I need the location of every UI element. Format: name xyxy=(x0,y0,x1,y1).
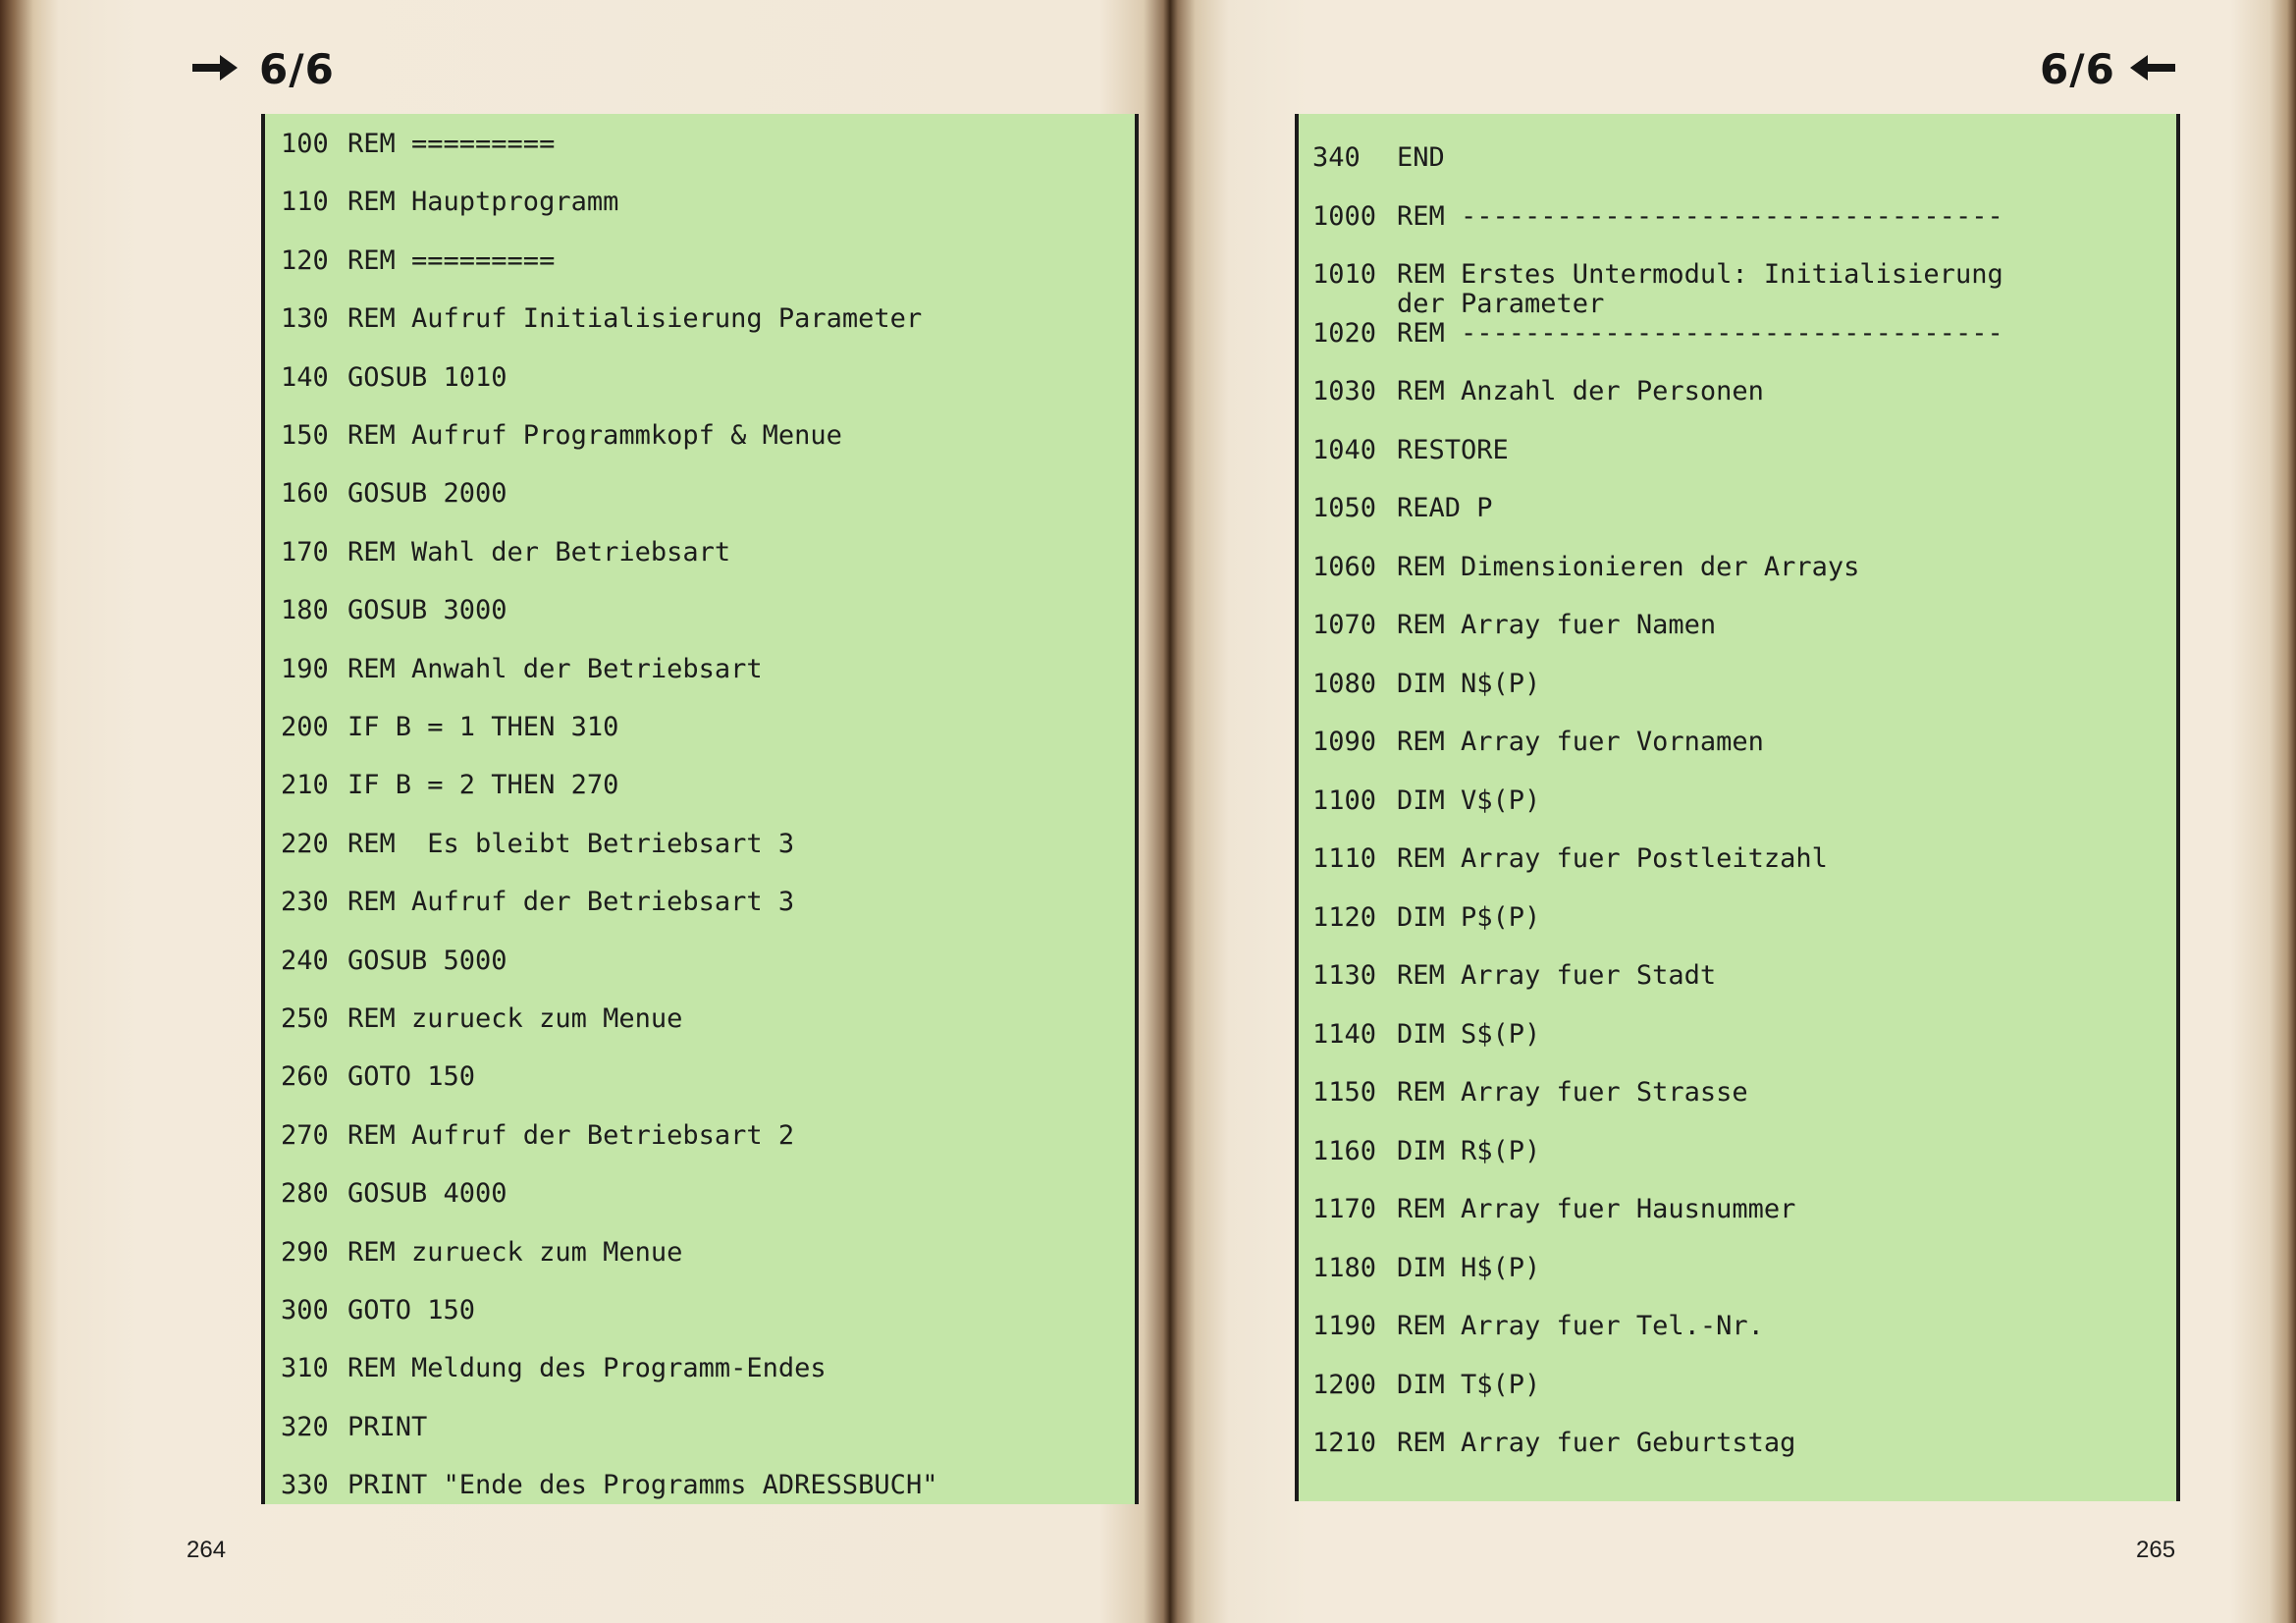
line-number: 230 xyxy=(281,887,329,918)
section-marker: 6/6 xyxy=(259,45,335,93)
line-number: 1030 xyxy=(1312,376,1377,406)
line-number: 290 xyxy=(281,1236,329,1268)
line-number: 1020 xyxy=(1312,317,1377,349)
line-number: 1140 xyxy=(1312,1018,1377,1050)
line-number: 330 xyxy=(281,1470,329,1501)
line-number: 250 xyxy=(281,1003,329,1034)
line-number: 110 xyxy=(281,187,329,218)
section-marker: 6/6 xyxy=(2040,45,2115,93)
line-number: 260 xyxy=(281,1061,329,1093)
line-number: 1210 xyxy=(1312,1428,1377,1458)
line-code: GOSUB 4000 xyxy=(347,1178,507,1210)
line-code: DIM N$(P) xyxy=(1397,668,1541,699)
line-code: REM Array fuer Hausnummer xyxy=(1397,1194,1796,1224)
line-number: 220 xyxy=(281,828,329,859)
line-number: 210 xyxy=(281,770,329,801)
page-number: 265 xyxy=(2136,1537,2176,1563)
line-number: 270 xyxy=(281,1119,329,1151)
line-number: 310 xyxy=(281,1353,329,1384)
line-code: REM Array fuer Tel.-Nr. xyxy=(1397,1311,1764,1341)
line-number: 190 xyxy=(281,653,329,684)
line-code: GOSUB 2000 xyxy=(347,478,507,510)
line-code: REM Aufruf Initialisierung Parameter xyxy=(347,303,923,335)
line-code: END xyxy=(1397,142,1445,173)
line-number: 1100 xyxy=(1312,784,1377,816)
line-number: 1170 xyxy=(1312,1194,1377,1224)
line-number: 280 xyxy=(281,1178,329,1210)
line-code: REM Anwahl der Betriebsart xyxy=(347,653,763,684)
line-number: 340 xyxy=(1312,142,1361,173)
line-number: 180 xyxy=(281,595,329,626)
line-number: 160 xyxy=(281,478,329,510)
line-number: 1180 xyxy=(1312,1252,1377,1283)
line-code: GOSUB 3000 xyxy=(347,595,507,626)
line-code: REM Es bleibt Betriebsart 3 xyxy=(347,828,795,859)
line-number: 1150 xyxy=(1312,1077,1377,1108)
line-number: 320 xyxy=(281,1411,329,1442)
line-number: 1090 xyxy=(1312,727,1377,757)
line-number: 1130 xyxy=(1312,960,1377,991)
line-code: READ P xyxy=(1397,493,1493,523)
line-number: 1160 xyxy=(1312,1135,1377,1166)
code-listing xyxy=(261,114,1139,1504)
line-code: REM ---------------------------------- xyxy=(1397,317,2003,349)
line-code: REM zurueck zum Menue xyxy=(347,1003,683,1034)
line-code: REM ---------------------------------- xyxy=(1397,200,2003,232)
line-code: RESTORE xyxy=(1397,434,1509,465)
line-code: REM Wahl der Betriebsart xyxy=(347,536,731,568)
line-code: GOTO 150 xyxy=(347,1061,476,1093)
line-number: 120 xyxy=(281,244,329,276)
line-code: REM ========= xyxy=(347,244,556,276)
line-code: DIM V$(P) xyxy=(1397,784,1541,816)
line-code: GOTO 150 xyxy=(347,1295,476,1325)
line-code: DIM S$(P) xyxy=(1397,1018,1541,1050)
line-number: 1120 xyxy=(1312,901,1377,933)
line-code: DIM R$(P) xyxy=(1397,1135,1541,1166)
line-code: DIM H$(P) xyxy=(1397,1252,1541,1283)
line-code: REM Aufruf der Betriebsart 3 xyxy=(347,887,795,918)
line-code: GOSUB 1010 xyxy=(347,361,507,393)
line-code: REM Dimensionieren der Arrays xyxy=(1397,551,1860,582)
line-code: REM Array fuer Strasse xyxy=(1397,1077,1748,1108)
line-code: der Parameter xyxy=(1397,289,1605,319)
line-number: 200 xyxy=(281,712,329,742)
code-listing xyxy=(1295,114,2180,1501)
line-code: REM Erstes Untermodul: Initialisierung xyxy=(1397,259,2003,290)
line-code: GOSUB 5000 xyxy=(347,945,507,976)
line-number: 1070 xyxy=(1312,610,1377,640)
arrow-right-icon xyxy=(192,53,238,82)
right-page xyxy=(1170,0,2296,1623)
line-code: DIM P$(P) xyxy=(1397,901,1541,933)
line-code: REM Array fuer Postleitzahl xyxy=(1397,843,1828,874)
line-number: 1080 xyxy=(1312,668,1377,699)
line-code: PRINT xyxy=(347,1411,428,1442)
line-code: REM Array fuer Stadt xyxy=(1397,960,1717,991)
arrow-left-icon xyxy=(2130,53,2175,82)
line-number: 1040 xyxy=(1312,434,1377,465)
line-number: 1010 xyxy=(1312,259,1377,290)
line-code: REM zurueck zum Menue xyxy=(347,1236,683,1268)
line-code: PRINT "Ende des Programms ADRESSBUCH" xyxy=(347,1470,938,1501)
page-number: 264 xyxy=(187,1537,227,1563)
line-code: REM Array fuer Namen xyxy=(1397,610,1717,640)
line-number: 1000 xyxy=(1312,200,1377,232)
line-code: DIM T$(P) xyxy=(1397,1369,1541,1400)
line-code: IF B = 2 THEN 270 xyxy=(347,770,619,801)
line-number: 100 xyxy=(281,129,329,159)
line-number: 150 xyxy=(281,420,329,451)
line-number: 1110 xyxy=(1312,843,1377,874)
line-number: 240 xyxy=(281,945,329,976)
line-number: 1190 xyxy=(1312,1311,1377,1341)
line-number: 170 xyxy=(281,536,329,568)
line-code: REM Array fuer Vornamen xyxy=(1397,727,1764,757)
line-code: REM Array fuer Geburtstag xyxy=(1397,1428,1796,1458)
line-number: 1200 xyxy=(1312,1369,1377,1400)
line-code: IF B = 1 THEN 310 xyxy=(347,712,619,742)
line-code: REM Meldung des Programm-Endes xyxy=(347,1353,827,1384)
line-code: REM Aufruf Programmkopf & Menue xyxy=(347,420,842,451)
line-number: 130 xyxy=(281,303,329,335)
line-code: REM Hauptprogramm xyxy=(347,187,619,218)
line-number: 300 xyxy=(281,1295,329,1325)
line-code: REM ========= xyxy=(347,129,556,159)
line-code: REM Anzahl der Personen xyxy=(1397,376,1764,406)
line-number: 140 xyxy=(281,361,329,393)
line-code: REM Aufruf der Betriebsart 2 xyxy=(347,1119,795,1151)
line-number: 1060 xyxy=(1312,551,1377,582)
line-number: 1050 xyxy=(1312,493,1377,523)
